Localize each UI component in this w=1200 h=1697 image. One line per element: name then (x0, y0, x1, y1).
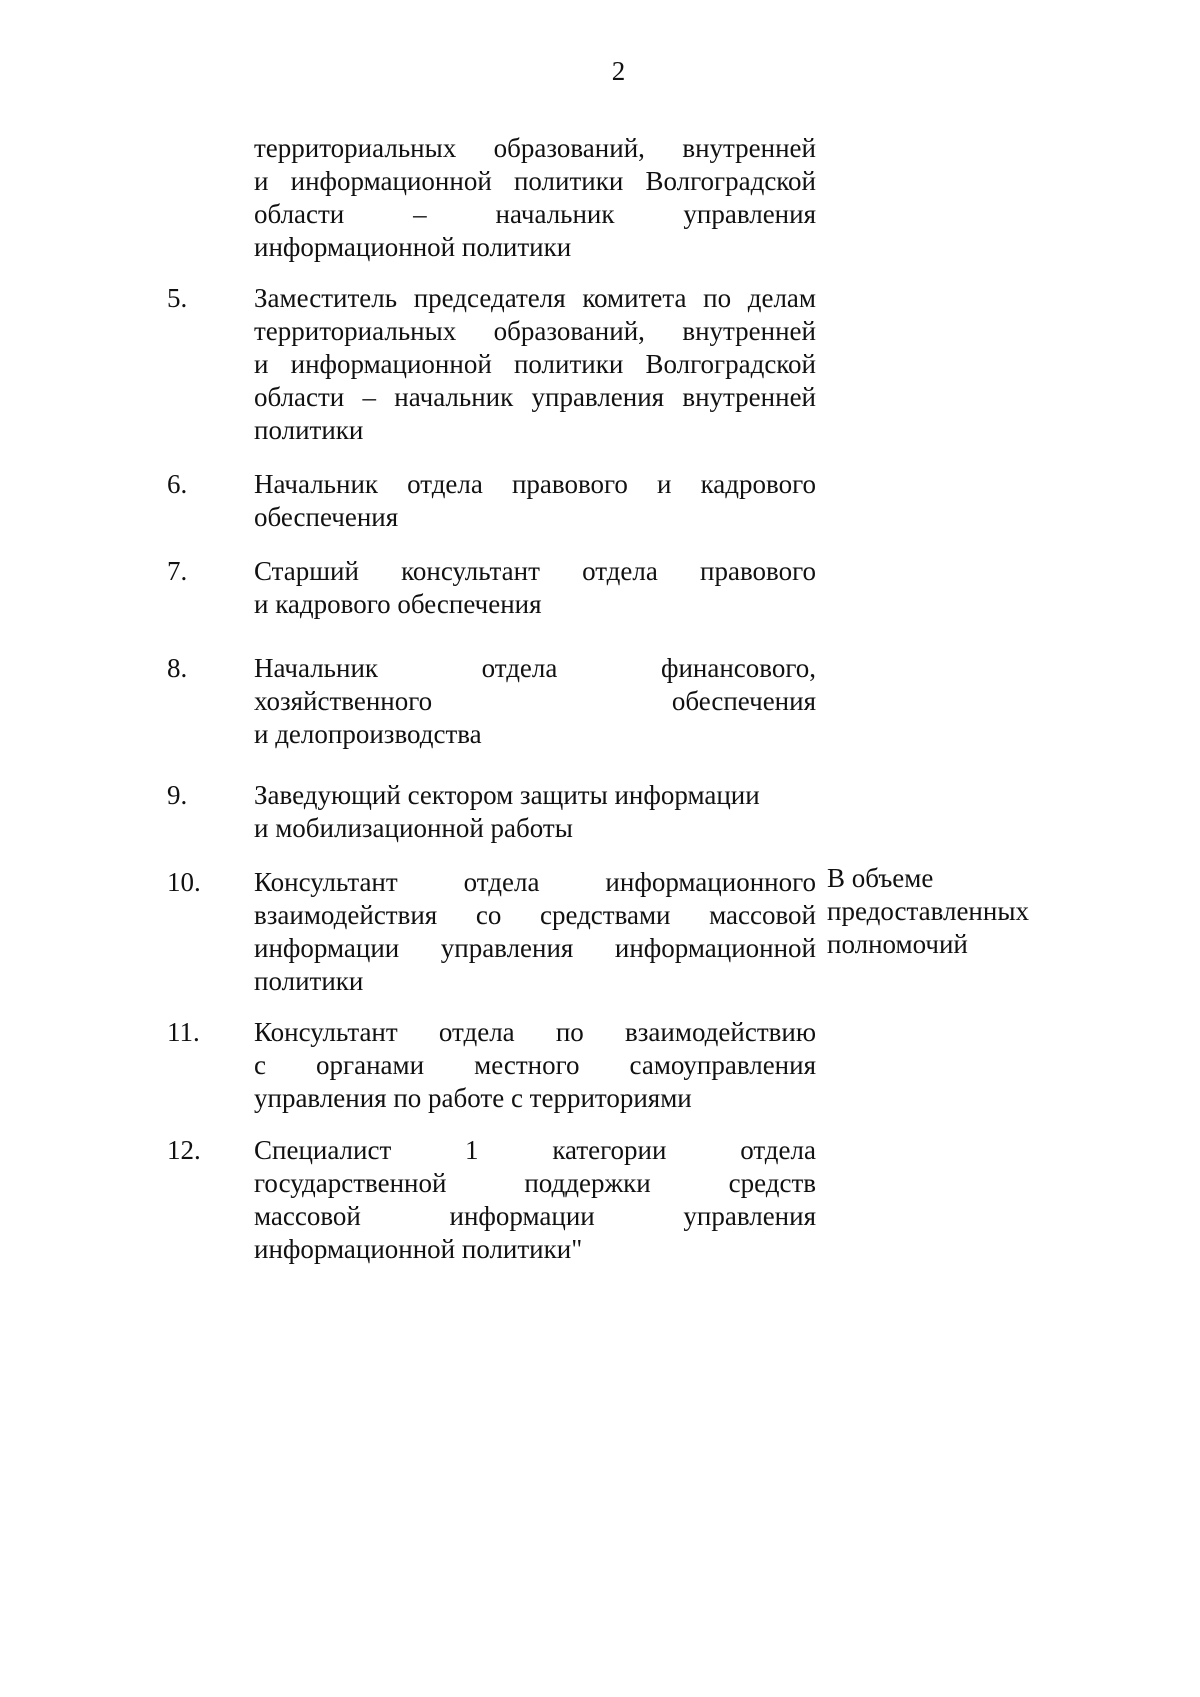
description-line: Старший консультант отдела правового (254, 556, 816, 586)
description-line: информационной политики (254, 232, 572, 262)
description-line: хозяйственного обеспечения (254, 686, 816, 716)
item-description (254, 282, 816, 447)
item-number: 8. (167, 653, 188, 683)
item-number: 7. (167, 556, 188, 586)
page-number: 2 (611, 56, 626, 86)
item-description (254, 132, 816, 264)
item-number: 11. (167, 1017, 200, 1047)
item-description (254, 468, 816, 534)
description-line: информации управления информационной (254, 933, 816, 963)
description-line: области – начальник управления (254, 199, 816, 229)
item-description (254, 652, 816, 751)
description-line: Консультант отдела информационного (254, 867, 816, 897)
description-line: территориальных образований, внутренней (254, 316, 816, 346)
description-line: с органами местного самоуправления (254, 1050, 816, 1080)
description-line: области – начальник управления внутренней (254, 382, 816, 412)
description-line: и информационной политики Волгоградской (254, 166, 816, 196)
note-line: полномочий (827, 929, 968, 959)
description-line: государственной поддержки средств (254, 1168, 816, 1198)
description-line: управления по работе с территориями (254, 1083, 692, 1113)
description-line: и кадрового обеспечения (254, 589, 542, 619)
description-line: Заместитель председателя комитета по делам (254, 283, 816, 313)
description-line: Заведующий сектором защиты информации (254, 780, 760, 810)
description-line: взаимодействия со средствами массовой (254, 900, 816, 930)
item-number: 10. (167, 867, 201, 897)
description-line: обеспечения (254, 502, 399, 532)
description-line: массовой информации управления (254, 1201, 816, 1231)
item-number: 12. (167, 1135, 201, 1165)
item-description (254, 1134, 816, 1266)
description-line: политики (254, 966, 364, 996)
item-description (254, 555, 816, 621)
item-description (254, 866, 816, 998)
description-line: территориальных образований, внутренней (254, 133, 816, 163)
item-description (254, 1016, 816, 1115)
description-line: и мобилизационной работы (254, 813, 573, 843)
description-line: и делопроизводства (254, 719, 482, 749)
item-number: 6. (167, 469, 188, 499)
description-line: информационной политики" (254, 1234, 583, 1264)
description-line: Начальник отдела финансового, (254, 653, 816, 683)
description-line: политики (254, 415, 364, 445)
description-line: Консультант отдела по взаимодействию (254, 1017, 816, 1047)
description-line: Начальник отдела правового и кадрового (254, 469, 816, 499)
item-number: 9. (167, 780, 188, 810)
item-description (254, 779, 816, 845)
item-note (827, 862, 1187, 961)
item-number: 5. (167, 283, 188, 313)
description-line: и информационной политики Волгоградской (254, 349, 816, 379)
description-line: Специалист 1 категории отдела (254, 1135, 816, 1165)
note-line: предоставленных (827, 896, 1029, 926)
note-line: В объеме (827, 863, 934, 893)
